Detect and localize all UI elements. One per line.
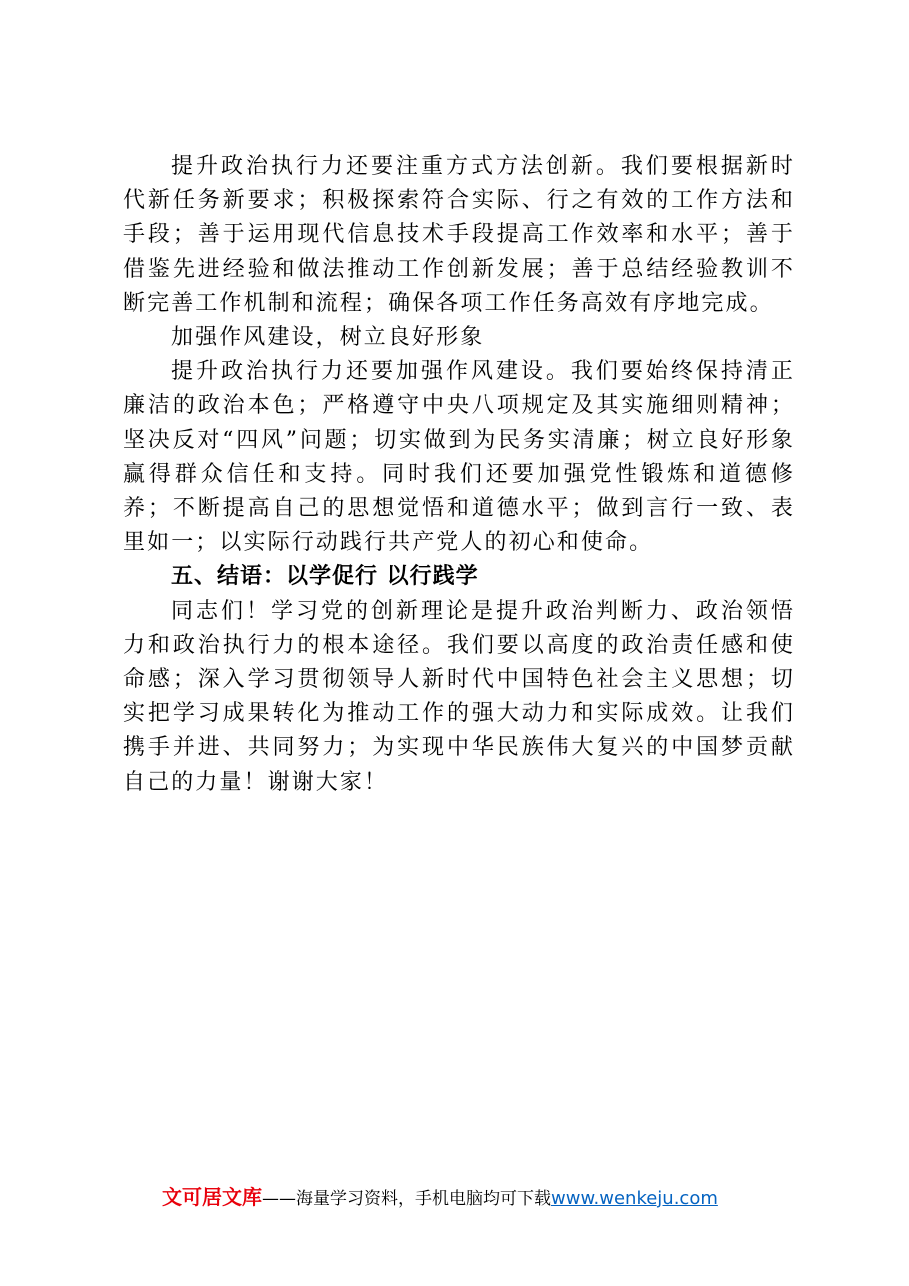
subheading-work-style: 加强作风建设，树立良好形象 — [171, 325, 485, 351]
footer-brand: 文可居文库 — [162, 1185, 262, 1209]
paragraph-method-innovation: 提升政治执行力还要注重方式方法创新。我们要根据新时代新任务新要求；积极探索符合实际、行之有效的工作方法和手段；善于运用现代信息技术手段提高工作效率和水平；善于借鉴先进经验和做法推动工作创新发展；善于总结经验教训不断完善工作机制和流程；确保各项工作任务高效有序地完成。 — [123, 154, 795, 316]
footer-banner — [162, 1184, 802, 1212]
footer-tagline: ——海量学习资料，手机电脑均可下载 — [262, 1189, 551, 1209]
paragraph-conclusion: 同志们！学习党的创新理论是提升政治判断力、政治领悟力和政治执行力的根本途径。我们要以高度的政治责任感和使命感；深入学习贯彻领导人新时代中国特色社会主义思想；切实把学习成果转化为推动工作的强大动力和实际成效。让我们携手并进、共同努力；为实现中华民族伟大复兴的中国梦贡献自己的力量！谢谢大家！ — [123, 598, 795, 795]
paragraph-work-style: 提升政治执行力还要加强作风建设。我们要始终保持清正廉洁的政治本色；严格遵守中央八项规定及其实施细则精神；坚决反对“四风”问题；切实做到为民务实清廉；树立良好形象赢得群众信任和支持。同时我们还要加强党性锻炼和道德修养；不断提高自己的思想觉悟和道德水平；做到言行一致、表里如一；以实际行动践行共产党人的初心和使命。 — [123, 359, 795, 556]
footer-url-link[interactable]: www.wenkeju.com — [551, 1188, 718, 1209]
document-body — [123, 150, 795, 800]
section-heading-conclusion: 五、结语：以学促行 以行践学 — [171, 564, 479, 590]
